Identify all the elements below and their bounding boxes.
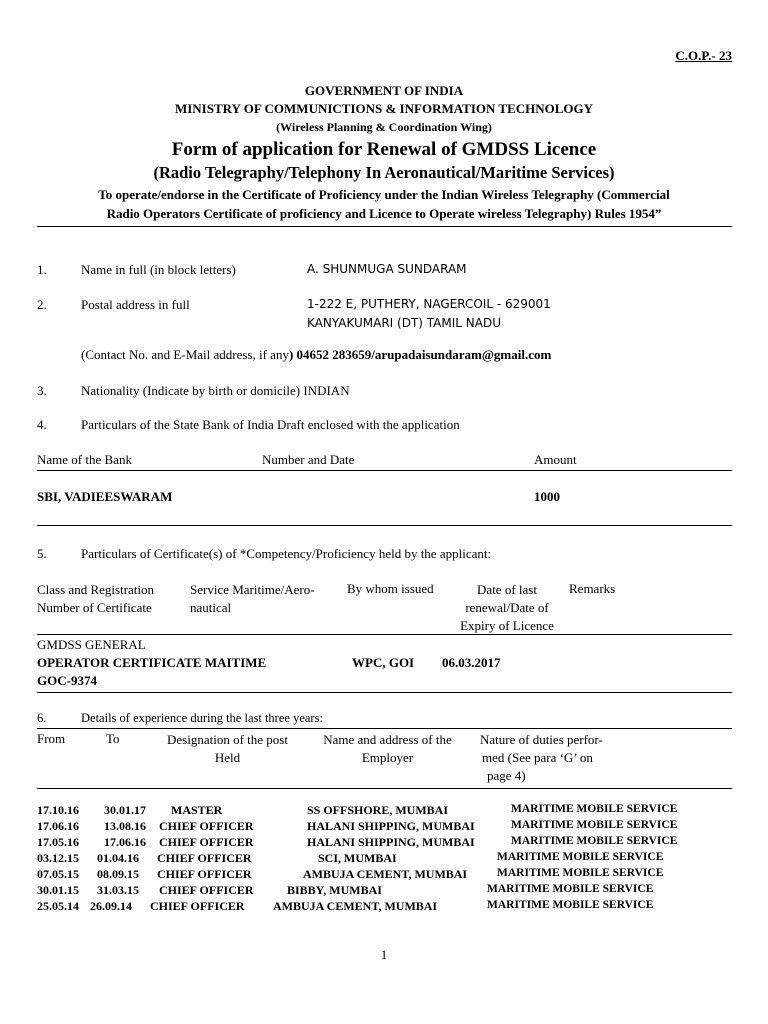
exp-cell-to: 17.06.16 xyxy=(104,835,146,849)
exp-cell-from: 17.05.16 xyxy=(37,835,79,849)
form-desc-1: To operate/endorse in the Certificate of Proficiency under the Indian Wireless Telegraphy (Commercial xyxy=(98,187,670,202)
exp-cell-to: 08.09.15 xyxy=(97,867,139,881)
cert-col-date-line1: Date of last xyxy=(477,582,537,597)
cert-col-service xyxy=(190,581,315,617)
cert-col-date xyxy=(447,581,567,635)
bank-bottom-divider xyxy=(37,525,732,526)
form-subtitle: (Radio Telegraphy/Telephony In Aeronautical/Maritime Services) xyxy=(153,163,615,182)
header-divider xyxy=(37,226,732,227)
exp-cell-duty: MARITIME MOBILE SERVICE xyxy=(497,867,664,879)
exp-cell-from: 03.12.15 xyxy=(37,851,79,865)
exp-cell-duty: MARITIME MOBILE SERVICE xyxy=(511,819,678,831)
exp-cell-post: CHIEF OFFICER xyxy=(150,899,245,913)
table-row xyxy=(37,835,737,851)
cert-row-date: 06.03.2017 xyxy=(442,655,501,670)
exp-col-employer-line2: Employer xyxy=(361,750,414,765)
exp-col-employer xyxy=(310,731,465,767)
exp-cell-duty: MARITIME MOBILE SERVICE xyxy=(487,883,654,895)
contact-label: (Contact No. and E-Mail address, if any xyxy=(81,347,289,362)
exp-cell-employer: BIBBY, MUMBAI xyxy=(287,883,382,897)
q2-value-line2: KANYAKUMARI (DT) TAMIL NADU xyxy=(307,316,501,330)
q3-text: Nationality (Indicate by birth or domicile) INDIAN xyxy=(81,383,350,398)
exp-cell-employer: HALANI SHIPPING, MUMBAI xyxy=(307,819,475,833)
exp-cell-post: CHIEF OFFICER xyxy=(157,851,252,865)
q1-value: A. SHUNMUGA SUNDARAM xyxy=(307,262,467,276)
cert-row-line1: GMDSS GENERAL xyxy=(37,637,146,652)
exp-cell-post: CHIEF OFFICER xyxy=(159,819,254,833)
q1-label: Name in full (in block letters) xyxy=(81,262,236,277)
exp-cell-employer: AMBUJA CEMENT, MUMBAI xyxy=(273,899,438,913)
cert-row-line3: GOC-9374 xyxy=(37,673,97,688)
cert-row-issuer: WPC, GOI xyxy=(352,655,415,670)
q2-value-line1: 1-222 E, PUTHERY, NAGERCOIL - 629001 xyxy=(307,297,551,311)
form-ref: C.O.P.- 23 xyxy=(675,48,732,63)
exp-cell-post: CHIEF OFFICER xyxy=(157,867,252,881)
bank-col-name: Name of the Bank xyxy=(37,452,132,467)
q1-number: 1. xyxy=(37,262,47,277)
exp-cell-duty: MARITIME MOBILE SERVICE xyxy=(511,803,678,815)
cert-col-date-line2: renewal/Date of xyxy=(465,600,549,615)
page-number: 1 xyxy=(380,948,388,962)
cert-col-date-line3: Expiry of Licence xyxy=(460,618,554,633)
exp-cell-from: 30.01.15 xyxy=(37,883,79,897)
exp-cell-post: CHIEF OFFICER xyxy=(159,883,254,897)
exp-cell-duty: MARITIME MOBILE SERVICE xyxy=(511,835,678,847)
cert-col-remarks: Remarks xyxy=(569,581,616,596)
exp-cell-duty: MARITIME MOBILE SERVICE xyxy=(487,899,654,911)
bank-amount-value: 1000 xyxy=(534,489,560,504)
cert-col-class-line1: Class and Registration xyxy=(37,582,154,597)
form-desc-2: Radio Operators Certificate of proficiency and Licence to Operate wireless Telegraphy) Rules 1954” xyxy=(106,206,662,221)
exp-col-duties-line3: page 4) xyxy=(487,768,526,783)
gov-heading: GOVERNMENT OF INDIA xyxy=(304,83,464,98)
exp-col-from: From xyxy=(37,731,66,746)
exp-cell-employer: AMBUJA CEMENT, MUMBAI xyxy=(303,867,468,881)
q6-text: Details of experience during the last three years: xyxy=(81,711,323,725)
ministry-heading: MINISTRY OF COMMUNICTIONS & INFORMATION TECHNOLOGY xyxy=(174,101,594,116)
exp-cell-to: 26.09.14 xyxy=(90,899,132,913)
exp-cell-from: 17.10.16 xyxy=(37,803,79,817)
bank-col-amount: Amount xyxy=(534,452,577,467)
cert-col-class-line2: Number of Certificate xyxy=(37,600,152,615)
cert-bottom-divider xyxy=(37,692,732,693)
contact-value: ) 04652 283659/arupadaisundaram@gmail.com xyxy=(288,347,552,362)
q4-number: 4. xyxy=(37,417,47,432)
form-title: Form of application for Renewal of GMDSS Licence xyxy=(171,139,597,160)
q4-text: Particulars of the State Bank of India Draft enclosed with the application xyxy=(81,417,460,432)
exp-cell-employer: HALANI SHIPPING, MUMBAI xyxy=(307,835,475,849)
exp-top-divider xyxy=(37,728,732,729)
exp-cell-post: MASTER xyxy=(171,803,223,817)
exp-cell-from: 17.06.16 xyxy=(37,819,79,833)
exp-cell-from: 07.05.15 xyxy=(37,867,79,881)
table-row xyxy=(37,883,737,899)
exp-col-designation-line2: Held xyxy=(214,750,241,765)
bank-name-value: SBI, VADIEESWARAM xyxy=(37,489,173,504)
exp-cell-employer: SCI, MUMBAI xyxy=(318,851,397,865)
table-row xyxy=(37,851,737,867)
exp-cell-employer: SS OFFSHORE, MUMBAI xyxy=(307,803,449,817)
exp-col-employer-line1: Name and address of the xyxy=(323,732,452,747)
q6-number: 6. xyxy=(37,711,47,725)
q5-text: Particulars of Certificate(s) of *Competency/Proficiency held by the applicant: xyxy=(81,546,492,561)
table-row xyxy=(37,819,737,835)
exp-col-designation-line1: Designation of the post xyxy=(167,732,288,747)
cert-col-class xyxy=(37,581,154,617)
q2-number: 2. xyxy=(37,297,47,312)
cert-col-service-line1: Service Maritime/Aero- xyxy=(190,582,315,597)
cert-row-line2: OPERATOR CERTIFICATE MAITIME xyxy=(37,655,267,670)
table-row xyxy=(37,803,737,819)
exp-cell-to: 01.04.16 xyxy=(97,851,139,865)
cert-header-divider xyxy=(37,634,732,635)
exp-col-duties-line1: Nature of duties perfor- xyxy=(480,732,603,747)
exp-cell-post: CHIEF OFFICER xyxy=(159,835,254,849)
bank-header-divider xyxy=(37,470,732,471)
q3-number: 3. xyxy=(37,383,47,398)
contact-line xyxy=(81,347,551,363)
exp-cell-to: 31.03.15 xyxy=(97,883,139,897)
exp-col-duties-line2: med (See para ‘G’ on xyxy=(482,750,593,765)
bank-col-number: Number and Date xyxy=(262,452,355,467)
exp-col-duties xyxy=(480,731,603,785)
exp-col-to: To xyxy=(106,731,120,746)
exp-cell-to: 30.01.17 xyxy=(104,803,146,817)
exp-header-divider xyxy=(37,788,732,789)
exp-cell-duty: MARITIME MOBILE SERVICE xyxy=(497,851,664,863)
exp-cell-from: 25.05.14 xyxy=(37,899,79,913)
table-row xyxy=(37,899,737,915)
exp-col-designation xyxy=(155,731,300,767)
cert-col-service-line2: nautical xyxy=(190,600,232,615)
exp-cell-to: 13.08.16 xyxy=(104,819,146,833)
q5-number: 5. xyxy=(37,546,47,561)
q2-label: Postal address in full xyxy=(81,297,190,312)
exp-rows xyxy=(37,803,737,915)
table-row xyxy=(37,867,737,883)
wing-heading: (Wireless Planning & Coordination Wing) xyxy=(276,120,492,134)
cert-col-issuer: By whom issued xyxy=(347,581,434,596)
